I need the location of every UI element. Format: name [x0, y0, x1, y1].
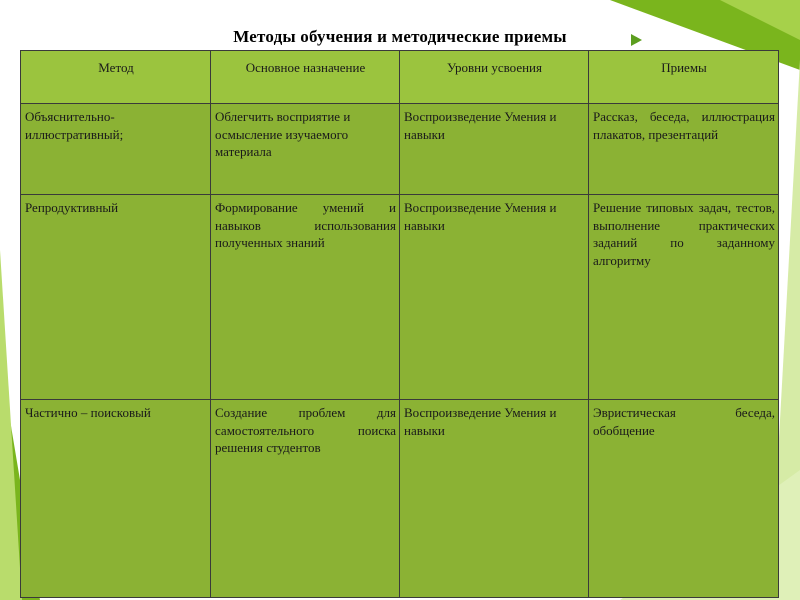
cell-techniques: Эвристическая беседа, обобщение: [589, 400, 779, 598]
cell-levels: Воспроизведение Умения и навыки: [400, 104, 589, 195]
cell-levels: Воспроизведение Умения и навыки: [400, 195, 589, 400]
cell-method: Репродуктивный: [21, 195, 211, 400]
cell-purpose: Создание проблем для самостоятельного поиска решения студентов: [211, 400, 400, 598]
table-header-row: [21, 51, 779, 104]
table-row: [21, 195, 779, 400]
cell-techniques: Решение типовых задач, тестов, выполнение практических заданий по заданному алгоритму: [589, 195, 779, 400]
header-method: Метод: [21, 51, 211, 104]
cell-purpose: Облегчить восприятие и осмысление изучаемого материала: [211, 104, 400, 195]
cell-techniques: Рассказ, беседа, иллюстрация плакатов, презентаций: [589, 104, 779, 195]
cell-purpose: Формирование умений и навыков использования полученных знаний: [211, 195, 400, 400]
table-row: [21, 400, 779, 598]
cell-method: Объяснительно-иллюстративный;: [21, 104, 211, 195]
slide-title: Методы обучения и методические приемы: [233, 27, 567, 46]
header-levels: Уровни усвоения: [400, 51, 589, 104]
header-purpose: Основное назначение: [211, 51, 400, 104]
methods-table: [20, 50, 779, 598]
header-techniques: Приемы: [589, 51, 779, 104]
cell-method: Частично – поисковый: [21, 400, 211, 598]
table-row: [21, 104, 779, 195]
cell-levels: Воспроизведение Умения и навыки: [400, 400, 589, 598]
